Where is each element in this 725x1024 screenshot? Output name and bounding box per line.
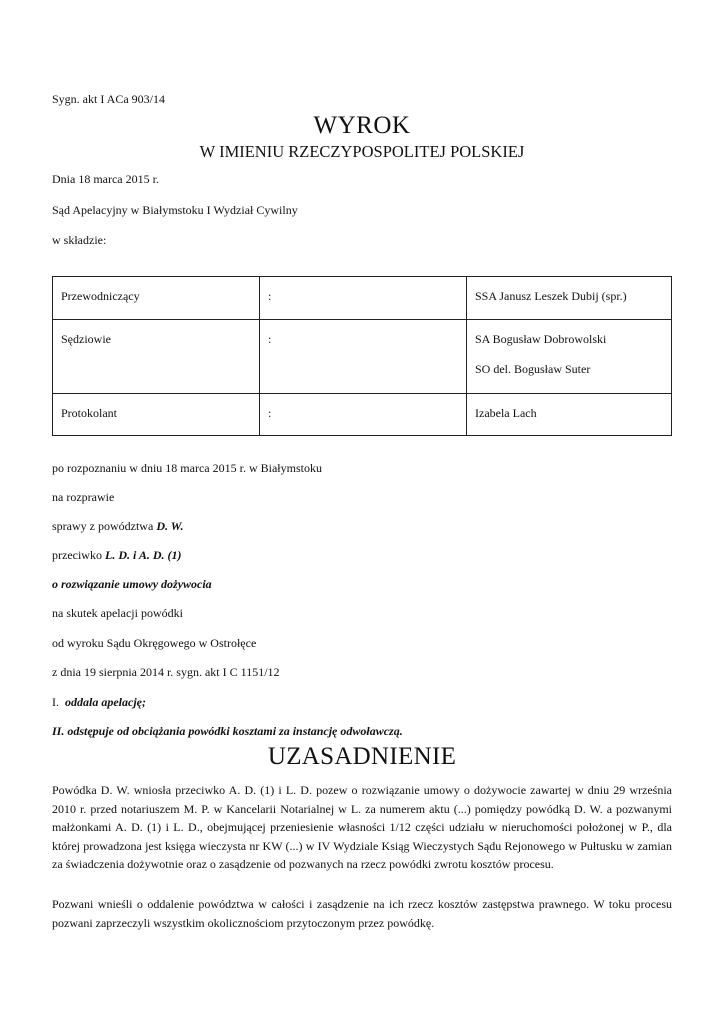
case-signature: Sygn. akt I ACa 903/14 (52, 92, 165, 106)
court-composition-table (52, 276, 672, 436)
against-line (52, 548, 182, 563)
justification-paragraph-1: Powódka D. W. wniosła przeciwko A. D. (1) i L. D. pozew o rozwiązanie umowy o dożywocie zawartej w dniu 29 września 2010 r. przed notariuszem M. P. w Kancelarii Notarialnej w L. za numerem aktu (...) pomiędzy powódką D. W. a pozwanymi małżonkami A. D. (1) i L. D., obejmującej przeniesienie własności 1/12 części udziału w nieruchomości położonej w P., dla której prowadzona jest księga wieczysta nr KW (...) w IV Wydziale Ksiąg Wieczystych Sądu Rejonowego w Pułtusku w zamian za świadczenia dożywotnie oraz o zasądzenie od pozwanych na rzecz powódki zwrotu kosztów procesu. (52, 783, 672, 871)
judgment-date-line: z dnia 19 sierpnia 2014 r. sygn. akt I C 1151/12 (52, 665, 280, 679)
separator-cell: : (260, 320, 467, 394)
ruling-2: II. odstępuje od obciążania powódki kosztami za instancję odwoławczą. (52, 724, 403, 738)
defendants-names: L. D. i A. D. (1) (104, 548, 182, 562)
names-cell: Izabela Lach (467, 394, 672, 436)
separator-cell: : (260, 394, 467, 436)
ruling-1-number: I. (52, 695, 59, 709)
names-cell: SSA Janusz Leszek Dubij (spr.) (467, 277, 672, 320)
ruling-1 (52, 695, 146, 710)
separator-cell: : (260, 277, 467, 320)
document-subtitle: W IMIENIU RZECZYPOSPOLITEJ POLSKIEJ (199, 142, 525, 161)
on-trial-line: na rozprawie (52, 490, 115, 504)
table-row (53, 320, 672, 394)
justification-heading: UZASADNIENIE (267, 743, 457, 770)
judgment-date: Dnia 18 marca 2015 r. (52, 172, 159, 186)
table-row (53, 394, 672, 436)
role-cell: Sędziowie (53, 320, 260, 394)
names-cell (467, 320, 672, 394)
ruling-1-text: oddala apelację; (65, 695, 146, 709)
justification-paragraph-2: Pozwani wnieśli o oddalenie powództwa w całości i zasądzenie na ich rzecz kosztów zastępstwa prawnego. W toku procesu pozwani zaprzeczyli wszystkim okolicznościom przytoczonym przez powódkę. (52, 897, 672, 930)
judge-name: SO del. Bogusław Suter (475, 362, 591, 376)
case-subject: o rozwiązanie umowy dożywocia (52, 577, 212, 591)
table-row (53, 277, 672, 320)
hearing-line: po rozpoznaniu w dniu 18 marca 2015 r. w Białymstoku (52, 461, 322, 475)
judge-name: SA Bogusław Dobrowolski (475, 332, 607, 346)
appeal-line: na skutek apelacji powódki (52, 606, 183, 620)
court-name: Sąd Apelacyjny w Białymstoku I Wydział Cywilny (52, 203, 298, 217)
against-prefix: przeciwko (52, 548, 105, 562)
document-title: WYROK (313, 112, 411, 139)
case-prefix: sprawy z powództwa (52, 519, 157, 533)
case-line (52, 519, 184, 534)
role-cell: Przewodniczący (53, 277, 260, 320)
composition-intro: w składzie: (52, 233, 107, 247)
plaintiff-name: D. W. (156, 519, 184, 533)
from-judgment-line: od wyroku Sądu Okręgowego w Ostrołęce (52, 636, 257, 650)
role-cell: Protokolant (53, 394, 260, 436)
